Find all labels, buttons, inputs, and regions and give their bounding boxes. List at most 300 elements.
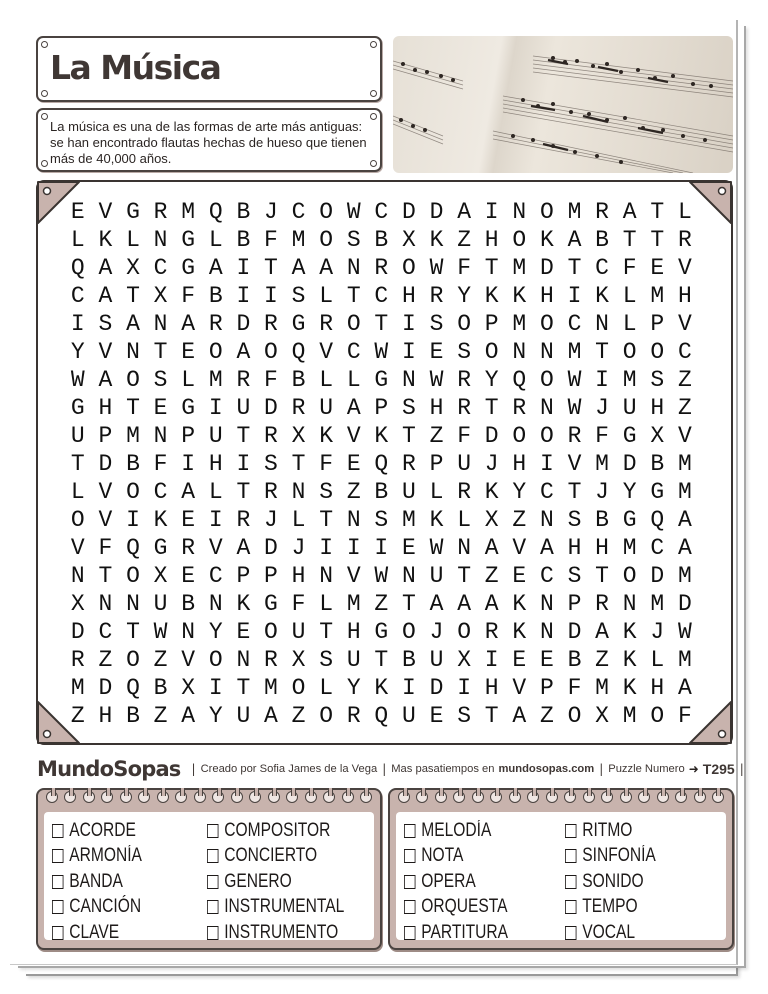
grid-letter[interactable]: G (70, 395, 85, 421)
grid-letter[interactable]: V (98, 479, 113, 505)
grid-letter[interactable]: C (153, 479, 168, 505)
grid-letter[interactable]: O (650, 703, 665, 729)
grid-letter[interactable]: W (429, 367, 444, 393)
grid-letter[interactable]: W (677, 619, 692, 645)
grid-letter[interactable]: Z (484, 563, 499, 589)
grid-letter[interactable]: D (264, 535, 278, 561)
grid-letter[interactable]: F (153, 451, 168, 477)
grid-letter[interactable]: O (539, 367, 554, 393)
grid-letter[interactable]: K (319, 423, 334, 449)
grid-letter[interactable]: L (319, 675, 334, 701)
grid-letter[interactable]: D (539, 255, 554, 281)
grid-letter[interactable]: A (677, 535, 692, 561)
grid-letter[interactable]: P (539, 675, 554, 701)
grid-letter[interactable]: N (291, 479, 306, 505)
grid-letter[interactable]: J (429, 619, 444, 645)
grid-letter[interactable]: I (539, 451, 554, 477)
grid-letter[interactable]: U (622, 395, 637, 421)
grid-letter[interactable]: L (70, 479, 85, 505)
grid-letter[interactable]: R (236, 507, 251, 533)
grid-letter[interactable]: N (457, 535, 472, 561)
grid-letter[interactable]: F (457, 423, 472, 449)
grid-letter[interactable]: V (98, 507, 113, 533)
grid-letter[interactable]: E (429, 703, 444, 729)
grid-letter[interactable]: Q (126, 675, 140, 701)
grid-letter[interactable]: F (457, 255, 472, 281)
grid-letter[interactable]: H (98, 703, 113, 729)
grid-letter[interactable]: G (622, 423, 637, 449)
grid-letter[interactable]: T (126, 283, 140, 309)
grid-letter[interactable]: E (539, 647, 554, 673)
grid-letter[interactable]: O (319, 227, 334, 253)
grid-letter[interactable]: H (208, 451, 223, 477)
grid-letter[interactable]: F (291, 591, 306, 617)
word-list-item[interactable] (207, 818, 344, 844)
grid-letter[interactable]: S (567, 563, 582, 589)
grid-letter[interactable]: D (264, 395, 278, 421)
grid-letter[interactable]: I (181, 451, 196, 477)
grid-letter[interactable]: N (346, 507, 361, 533)
grid-letter[interactable]: O (70, 507, 85, 533)
grid-letter[interactable]: L (319, 283, 334, 309)
grid-letter[interactable]: J (291, 535, 306, 561)
grid-letter[interactable]: I (346, 535, 361, 561)
grid-letter[interactable]: V (346, 423, 361, 449)
grid-letter[interactable]: O (457, 619, 472, 645)
grid-letter[interactable]: D (236, 311, 251, 337)
checkbox[interactable] (404, 926, 415, 940)
grid-letter[interactable]: T (98, 563, 113, 589)
grid-letter[interactable]: D (677, 591, 692, 617)
grid-letter[interactable]: P (567, 591, 582, 617)
grid-letter[interactable]: T (319, 619, 334, 645)
grid-letter[interactable]: B (595, 507, 609, 533)
grid-letter[interactable]: O (402, 255, 416, 281)
grid-letter[interactable]: G (126, 199, 140, 225)
grid-letter[interactable]: X (126, 255, 140, 281)
grid-letter[interactable]: Z (595, 647, 609, 673)
grid-letter[interactable]: I (484, 647, 499, 673)
grid-letter[interactable]: F (264, 367, 278, 393)
grid-letter[interactable]: K (429, 227, 444, 253)
grid-letter[interactable]: X (650, 423, 665, 449)
grid-letter[interactable]: Q (291, 339, 306, 365)
grid-letter[interactable]: V (98, 199, 113, 225)
grid-letter[interactable]: I (374, 535, 389, 561)
grid-letter[interactable]: Z (374, 591, 389, 617)
grid-letter[interactable]: Q (70, 255, 85, 281)
grid-letter[interactable]: E (181, 507, 196, 533)
grid-letter[interactable]: T (236, 675, 251, 701)
grid-letter[interactable]: B (374, 479, 389, 505)
grid-letter[interactable]: B (595, 227, 609, 253)
grid-letter[interactable]: R (457, 395, 472, 421)
grid-letter[interactable]: B (126, 451, 140, 477)
grid-letter[interactable]: X (70, 591, 85, 617)
word-list-item[interactable] (207, 844, 344, 870)
word-list-item[interactable] (404, 869, 536, 895)
grid-letter[interactable]: K (512, 591, 527, 617)
grid-letter[interactable]: A (98, 283, 113, 309)
grid-letter[interactable]: O (126, 479, 140, 505)
grid-letter[interactable]: I (208, 507, 223, 533)
grid-letter[interactable]: I (208, 395, 223, 421)
grid-letter[interactable]: R (429, 283, 444, 309)
grid-letter[interactable]: E (236, 619, 251, 645)
grid-letter[interactable]: W (567, 395, 582, 421)
grid-letter[interactable]: A (264, 703, 278, 729)
grid-letter[interactable]: T (126, 619, 140, 645)
grid-letter[interactable]: R (208, 311, 223, 337)
grid-letter[interactable]: U (457, 451, 472, 477)
grid-letter[interactable]: U (319, 395, 334, 421)
checkbox[interactable] (207, 875, 218, 889)
grid-letter[interactable]: Z (457, 227, 472, 253)
grid-letter[interactable]: L (429, 479, 444, 505)
grid-letter[interactable]: T (650, 199, 665, 225)
grid-letter[interactable]: G (650, 479, 665, 505)
grid-letter[interactable]: M (567, 199, 582, 225)
grid-letter[interactable]: V (512, 535, 527, 561)
grid-letter[interactable]: H (650, 395, 665, 421)
grid-letter[interactable]: U (208, 423, 223, 449)
grid-letter[interactable]: V (208, 535, 223, 561)
checkbox[interactable] (52, 849, 63, 863)
grid-letter[interactable]: A (484, 591, 499, 617)
grid-letter[interactable]: F (264, 227, 278, 253)
word-list-item[interactable] (52, 869, 179, 895)
grid-letter[interactable]: C (677, 339, 692, 365)
grid-letter[interactable]: H (484, 675, 499, 701)
word-list-item[interactable] (565, 920, 697, 946)
grid-letter[interactable]: L (677, 199, 692, 225)
checkbox[interactable] (404, 900, 415, 914)
grid-letter[interactable]: A (181, 703, 196, 729)
grid-letter[interactable]: D (429, 199, 444, 225)
grid-letter[interactable]: G (181, 227, 196, 253)
grid-letter[interactable]: H (429, 395, 444, 421)
grid-letter[interactable]: H (512, 451, 527, 477)
grid-letter[interactable]: T (567, 479, 582, 505)
grid-letter[interactable]: S (98, 311, 113, 337)
grid-letter[interactable]: F (677, 703, 692, 729)
grid-letter[interactable]: N (539, 507, 554, 533)
grid-letter[interactable]: I (319, 535, 334, 561)
grid-letter[interactable]: A (512, 703, 527, 729)
grid-letter[interactable]: I (402, 675, 416, 701)
grid-letter[interactable]: A (319, 255, 334, 281)
grid-letter[interactable]: O (512, 423, 527, 449)
grid-letter[interactable]: R (457, 367, 472, 393)
grid-letter[interactable]: M (512, 255, 527, 281)
grid-letter[interactable]: K (622, 675, 637, 701)
grid-letter[interactable]: O (622, 339, 637, 365)
grid-letter[interactable]: R (595, 591, 609, 617)
grid-letter[interactable]: T (484, 703, 499, 729)
grid-letter[interactable]: K (512, 619, 527, 645)
grid-letter[interactable]: N (539, 339, 554, 365)
grid-letter[interactable]: O (457, 311, 472, 337)
grid-letter[interactable]: K (512, 283, 527, 309)
grid-letter[interactable]: M (70, 675, 85, 701)
grid-letter[interactable]: X (181, 675, 196, 701)
grid-letter[interactable]: G (153, 535, 168, 561)
grid-letter[interactable]: Z (98, 647, 113, 673)
checkbox[interactable] (52, 875, 63, 889)
grid-letter[interactable]: H (595, 535, 609, 561)
grid-letter[interactable]: E (429, 339, 444, 365)
grid-letter[interactable]: Q (126, 535, 140, 561)
grid-letter[interactable]: N (402, 367, 416, 393)
grid-letter[interactable]: L (650, 647, 665, 673)
grid-letter[interactable]: G (622, 507, 637, 533)
grid-letter[interactable]: N (512, 339, 527, 365)
grid-letter[interactable]: V (677, 423, 692, 449)
grid-letter[interactable]: O (512, 227, 527, 253)
grid-letter[interactable]: E (153, 395, 168, 421)
grid-letter[interactable]: F (319, 451, 334, 477)
grid-letter[interactable]: Q (512, 367, 527, 393)
grid-letter[interactable]: T (291, 451, 306, 477)
grid-letter[interactable]: D (567, 619, 582, 645)
grid-letter[interactable]: A (429, 591, 444, 617)
grid-letter[interactable]: N (539, 591, 554, 617)
grid-letter[interactable]: J (484, 451, 499, 477)
grid-letter[interactable]: U (236, 395, 251, 421)
grid-letter[interactable]: K (622, 619, 637, 645)
grid-letter[interactable]: R (457, 479, 472, 505)
grid-letter[interactable]: U (346, 647, 361, 673)
checkbox[interactable] (207, 849, 218, 863)
checkbox[interactable] (565, 849, 576, 863)
grid-letter[interactable]: X (291, 647, 306, 673)
checkbox[interactable] (404, 824, 415, 838)
grid-letter[interactable]: S (650, 367, 665, 393)
grid-letter[interactable]: X (595, 703, 609, 729)
word-list-item[interactable] (565, 818, 697, 844)
checkbox[interactable] (404, 849, 415, 863)
grid-letter[interactable]: J (595, 395, 609, 421)
grid-letter[interactable]: T (126, 395, 140, 421)
grid-letter[interactable]: T (457, 563, 472, 589)
grid-letter[interactable]: Z (153, 647, 168, 673)
grid-letter[interactable]: B (126, 703, 140, 729)
grid-letter[interactable]: Y (208, 619, 223, 645)
grid-letter[interactable]: K (374, 675, 389, 701)
grid-letter[interactable]: V (677, 255, 692, 281)
grid-letter[interactable]: O (126, 647, 140, 673)
word-list-item[interactable] (207, 895, 344, 921)
grid-letter[interactable]: V (70, 535, 85, 561)
grid-letter[interactable]: C (539, 479, 554, 505)
grid-letter[interactable]: A (98, 367, 113, 393)
grid-letter[interactable]: M (622, 367, 637, 393)
grid-letter[interactable]: E (181, 339, 196, 365)
grid-letter[interactable]: X (153, 283, 168, 309)
grid-letter[interactable]: O (402, 619, 416, 645)
grid-letter[interactable]: J (595, 479, 609, 505)
grid-letter[interactable]: P (374, 395, 389, 421)
grid-letter[interactable]: M (126, 423, 140, 449)
grid-letter[interactable]: Y (70, 339, 85, 365)
grid-letter[interactable]: M (567, 339, 582, 365)
grid-letter[interactable]: H (650, 675, 665, 701)
grid-letter[interactable]: F (567, 675, 582, 701)
grid-letter[interactable]: E (402, 535, 416, 561)
grid-letter[interactable]: B (181, 591, 196, 617)
grid-letter[interactable]: T (264, 255, 278, 281)
grid-letter[interactable]: T (622, 227, 637, 253)
grid-letter[interactable]: C (346, 339, 361, 365)
word-list-item[interactable] (565, 869, 697, 895)
grid-letter[interactable]: Y (346, 675, 361, 701)
grid-letter[interactable]: S (567, 507, 582, 533)
grid-letter[interactable]: R (374, 255, 389, 281)
grid-letter[interactable]: K (595, 283, 609, 309)
word-list-item[interactable] (404, 818, 536, 844)
word-list-item[interactable] (565, 844, 697, 870)
grid-letter[interactable]: B (291, 367, 306, 393)
grid-letter[interactable]: C (70, 283, 85, 309)
checkbox[interactable] (207, 900, 218, 914)
grid-letter[interactable]: P (484, 311, 499, 337)
grid-letter[interactable]: S (429, 311, 444, 337)
grid-letter[interactable]: R (402, 451, 416, 477)
grid-letter[interactable]: X (402, 227, 416, 253)
grid-letter[interactable]: Z (677, 395, 692, 421)
grid-letter[interactable]: N (539, 619, 554, 645)
grid-letter[interactable]: D (70, 619, 85, 645)
grid-letter[interactable]: I (457, 675, 472, 701)
grid-letter[interactable]: A (677, 507, 692, 533)
grid-letter[interactable]: Y (208, 703, 223, 729)
grid-letter[interactable]: L (622, 311, 637, 337)
word-list-item[interactable] (52, 895, 179, 921)
grid-letter[interactable]: W (153, 619, 168, 645)
grid-letter[interactable]: R (264, 423, 278, 449)
grid-letter[interactable]: A (567, 227, 582, 253)
grid-letter[interactable]: K (622, 647, 637, 673)
grid-letter[interactable]: S (374, 507, 389, 533)
grid-letter[interactable]: C (650, 535, 665, 561)
grid-letter[interactable]: O (346, 311, 361, 337)
grid-letter[interactable]: Z (346, 479, 361, 505)
grid-letter[interactable]: M (291, 227, 306, 253)
grid-letter[interactable]: L (319, 591, 334, 617)
grid-letter[interactable]: M (346, 591, 361, 617)
word-list-item[interactable] (52, 920, 179, 946)
grid-letter[interactable]: A (236, 535, 251, 561)
grid-letter[interactable]: B (208, 283, 223, 309)
grid-letter[interactable]: C (98, 619, 113, 645)
grid-letter[interactable]: N (622, 591, 637, 617)
grid-letter[interactable]: I (402, 311, 416, 337)
grid-letter[interactable]: S (153, 367, 168, 393)
grid-letter[interactable]: H (291, 563, 306, 589)
grid-letter[interactable]: N (346, 255, 361, 281)
grid-letter[interactable]: O (539, 311, 554, 337)
grid-letter[interactable]: A (181, 311, 196, 337)
grid-letter[interactable]: V (512, 675, 527, 701)
grid-letter[interactable]: N (208, 591, 223, 617)
grid-letter[interactable]: W (70, 367, 85, 393)
grid-letter[interactable]: O (208, 339, 223, 365)
grid-letter[interactable]: N (126, 591, 140, 617)
grid-letter[interactable]: Z (291, 703, 306, 729)
grid-letter[interactable]: Q (650, 507, 665, 533)
grid-letter[interactable]: Q (208, 199, 223, 225)
grid-letter[interactable]: W (374, 563, 389, 589)
grid-letter[interactable]: Z (539, 703, 554, 729)
grid-letter[interactable]: V (98, 339, 113, 365)
grid-letter[interactable]: I (236, 283, 251, 309)
grid-letter[interactable]: H (567, 535, 582, 561)
checkbox[interactable] (565, 824, 576, 838)
grid-letter[interactable]: P (650, 311, 665, 337)
grid-letter[interactable]: C (595, 255, 609, 281)
grid-letter[interactable]: U (429, 647, 444, 673)
grid-letter[interactable]: C (153, 255, 168, 281)
grid-letter[interactable]: S (402, 395, 416, 421)
grid-letter[interactable]: N (126, 339, 140, 365)
grid-letter[interactable]: Z (677, 367, 692, 393)
grid-letter[interactable]: I (567, 283, 582, 309)
grid-letter[interactable]: K (236, 591, 251, 617)
grid-letter[interactable]: V (567, 451, 582, 477)
grid-letter[interactable]: A (208, 255, 223, 281)
grid-letter[interactable]: N (98, 591, 113, 617)
grid-letter[interactable]: Q (374, 451, 389, 477)
grid-letter[interactable]: R (264, 647, 278, 673)
grid-letter[interactable]: M (677, 479, 692, 505)
grid-letter[interactable]: F (98, 535, 113, 561)
grid-letter[interactable]: I (402, 339, 416, 365)
grid-letter[interactable]: N (153, 227, 168, 253)
grid-letter[interactable]: D (650, 563, 665, 589)
word-list-item[interactable] (207, 920, 344, 946)
grid-letter[interactable]: I (70, 311, 85, 337)
grid-letter[interactable]: S (346, 227, 361, 253)
grid-letter[interactable]: A (98, 255, 113, 281)
grid-letter[interactable]: A (457, 199, 472, 225)
grid-letter[interactable]: T (484, 395, 499, 421)
grid-letter[interactable]: B (374, 227, 389, 253)
grid-letter[interactable]: A (126, 311, 140, 337)
grid-letter[interactable]: H (402, 283, 416, 309)
grid-letter[interactable]: U (402, 703, 416, 729)
grid-letter[interactable]: O (484, 339, 499, 365)
grid-letter[interactable]: K (153, 507, 168, 533)
grid-letter[interactable]: W (346, 199, 361, 225)
checkbox[interactable] (52, 824, 63, 838)
grid-letter[interactable]: E (650, 255, 665, 281)
grid-letter[interactable]: L (319, 367, 334, 393)
grid-letter[interactable]: W (429, 255, 444, 281)
grid-letter[interactable]: M (181, 199, 196, 225)
grid-letter[interactable]: O (126, 367, 140, 393)
grid-letter[interactable]: I (264, 283, 278, 309)
grid-letter[interactable]: Y (622, 479, 637, 505)
grid-letter[interactable]: T (374, 311, 389, 337)
grid-letter[interactable]: L (181, 367, 196, 393)
grid-letter[interactable]: M (650, 283, 665, 309)
grid-letter[interactable]: T (484, 255, 499, 281)
grid-letter[interactable]: C (374, 199, 389, 225)
grid-letter[interactable]: R (484, 619, 499, 645)
grid-letter[interactable]: V (677, 311, 692, 337)
grid-letter[interactable]: H (677, 283, 692, 309)
grid-letter[interactable]: R (291, 395, 306, 421)
